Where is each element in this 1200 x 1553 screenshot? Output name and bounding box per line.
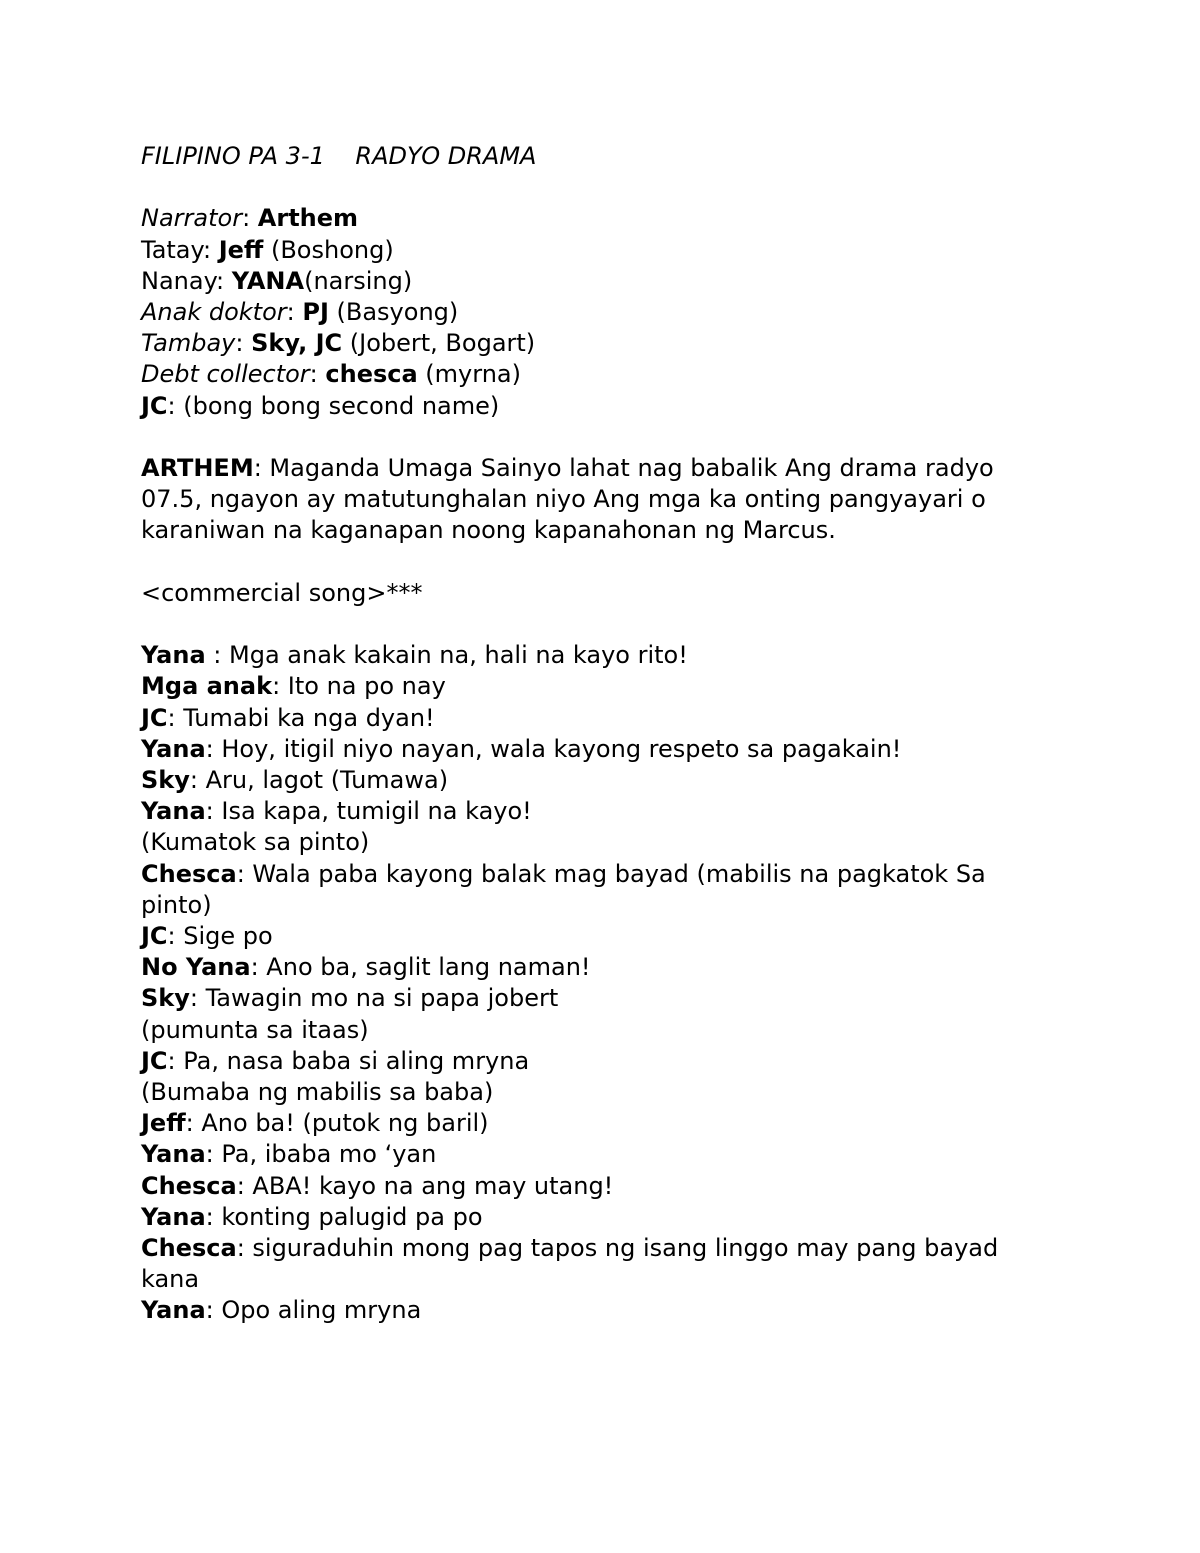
dialogue-text: : Ano ba, saglit lang naman! — [250, 953, 591, 982]
dialogue-speaker: Yana — [141, 641, 206, 670]
stage-direction — [141, 1077, 1041, 1108]
cast-sep: : — [309, 360, 326, 389]
dialogue-speaker: Jeff — [141, 1109, 186, 1138]
dialogue-speaker: Yana — [141, 797, 206, 826]
dialogue-text: : konting palugid pa po — [205, 1202, 483, 1231]
dialogue-line — [141, 671, 1041, 702]
cast-actor: Jeff — [218, 235, 264, 264]
dialogue-text: : Opo aling mryna — [205, 1296, 422, 1325]
dialogue-speaker: JC — [141, 922, 168, 950]
dialogue-text: : Ano ba! (putok ng baril) — [185, 1109, 489, 1138]
dialogue-line — [141, 1139, 1041, 1170]
cast-role: Anak doktor — [141, 297, 287, 326]
cast-actor: YANA — [231, 266, 305, 295]
dialogue-speaker: Yana — [141, 1202, 206, 1231]
cast-sep: : — [202, 235, 219, 264]
dialogue-line — [141, 859, 1041, 921]
cast-actor: Arthem — [257, 204, 359, 233]
dialogue-text: : ABA! kayo na ang may utang! — [236, 1171, 614, 1200]
dialogue-line — [141, 1108, 1041, 1139]
cast-sep: : — [286, 297, 303, 326]
cast-item-anak-doktor — [141, 297, 1061, 328]
cast-actor: chesca — [325, 360, 418, 389]
stage-direction — [141, 1015, 1041, 1046]
dialogue-text: : Tumabi ka nga dyan! — [167, 703, 435, 732]
dialogue-line — [141, 952, 1041, 983]
cast-item-nanay — [141, 266, 1061, 297]
dialogue-line — [141, 921, 1041, 952]
cast-sep: : — [167, 391, 184, 420]
dialogue-text: : Wala paba kayong balak mag bayad (mabilis na pagkatok Sa pinto) — [141, 859, 986, 919]
dialogue-line — [141, 983, 1041, 1014]
dialogue-speaker: Sky — [141, 984, 190, 1013]
dialogue-line — [141, 703, 1041, 734]
cast-sep: : — [216, 266, 232, 295]
document-title — [141, 141, 1061, 172]
title-course: FILIPINO PA 3-1 — [141, 142, 325, 170]
dialogue-speaker: JC — [141, 1046, 168, 1075]
intro-text: : Maganda Umaga Sainyo lahat nag babalik Ang drama radyo 07.5, ngayon ay matutunghalan niyo Ang mga ka onting pangyayari o karaniwan na kaganapan noong kapanahonan ng Marcus. — [141, 453, 994, 545]
dialogue-text: (Bumaba ng mabilis sa baba) — [141, 1078, 494, 1107]
spacer — [141, 422, 1061, 453]
dialogue-text: : Isa kapa, tumigil na kayo! — [205, 797, 532, 826]
cast-actor: PJ — [302, 297, 329, 326]
cast-role: JC — [141, 391, 168, 420]
document-page — [141, 141, 1061, 1327]
intro-speaker: ARTHEM — [141, 453, 254, 482]
dialogue-speaker: Chesca — [141, 1234, 237, 1263]
intro-paragraph — [141, 453, 1041, 547]
dialogue-speaker: Yana — [141, 734, 206, 763]
dialogue-text: : Pa, ibaba mo ‘yan — [205, 1140, 437, 1169]
dialogue-text: : Mga anak kakain na, hali na kayo rito! — [205, 641, 688, 670]
cast-note: (Basyong) — [328, 297, 459, 326]
cast-item-tambay — [141, 328, 1061, 359]
dialogue-speaker: Chesca — [141, 1171, 237, 1200]
cast-note: (myrna) — [417, 360, 521, 389]
cast-role: Nanay — [141, 266, 217, 295]
dialogue-text: : siguraduhin mong pag tapos ng isang linggo may pang bayad kana — [141, 1234, 999, 1294]
spacer — [141, 609, 1061, 640]
dialogue-text: : Sige po — [167, 922, 273, 950]
cast-sep: : — [235, 329, 252, 358]
dialogue-line — [141, 765, 1041, 796]
spacer — [141, 172, 1061, 203]
cast-role: Narrator — [141, 204, 243, 233]
cast-note: (Jobert, Bogart) — [342, 329, 536, 358]
dialogue-line — [141, 1171, 1041, 1202]
dialogue-line — [141, 1046, 1041, 1077]
cast-role: Tatay — [141, 235, 203, 264]
cast-actor: Sky, JC — [251, 329, 343, 358]
cast-item-jc — [141, 391, 1061, 422]
dialogue-line — [141, 640, 1041, 671]
cast-item-narrator — [141, 203, 1061, 234]
title-radyo-drama: RADYO DRAMA — [355, 142, 537, 170]
stage-direction — [141, 827, 1041, 858]
dialogue-line — [141, 796, 1041, 827]
dialogue-text: : Pa, nasa baba si aling mryna — [167, 1046, 530, 1075]
spacer — [141, 547, 1061, 578]
dialogue-text: : Ito na po nay — [272, 672, 446, 701]
cast-item-tatay — [141, 235, 1061, 266]
dialogue-text: : Tawagin mo na si papa jobert — [189, 984, 559, 1013]
dialogue-text: : Aru, lagot (Tumawa) — [189, 765, 449, 794]
dialogue-text: : Hoy, itigil niyo nayan, wala kayong respeto sa pagakain! — [205, 734, 902, 763]
dialogue-line — [141, 1202, 1041, 1233]
cast-item-debt-collector — [141, 359, 1061, 390]
dialogue-speaker: Yana — [141, 1140, 206, 1169]
cast-role: Tambay — [141, 329, 236, 358]
cast-role: Debt collector — [141, 360, 310, 389]
cast-note: (narsing) — [304, 266, 413, 295]
cast-sep: : — [242, 204, 258, 233]
dialogue-speaker: No Yana — [141, 953, 251, 982]
commercial-cue: <commercial song>*** — [141, 578, 423, 607]
dialogue-speaker: JC — [141, 703, 168, 732]
dialogue-line — [141, 734, 1041, 765]
dialogue — [141, 640, 1041, 1326]
dialogue-text: (pumunta sa itaas) — [141, 1015, 369, 1044]
dialogue-line — [141, 1233, 1041, 1295]
dialogue-speaker: Yana — [141, 1296, 206, 1325]
cast-note: (bong bong second name) — [183, 391, 500, 420]
dialogue-speaker: Mga anak — [141, 672, 273, 701]
dialogue-speaker: Sky — [141, 765, 190, 794]
dialogue-line — [141, 1295, 1041, 1326]
cast-note: (Boshong) — [263, 235, 394, 264]
cast-list — [141, 203, 1061, 421]
dialogue-speaker: Chesca — [141, 859, 237, 888]
dialogue-text: (Kumatok sa pinto) — [141, 828, 370, 857]
